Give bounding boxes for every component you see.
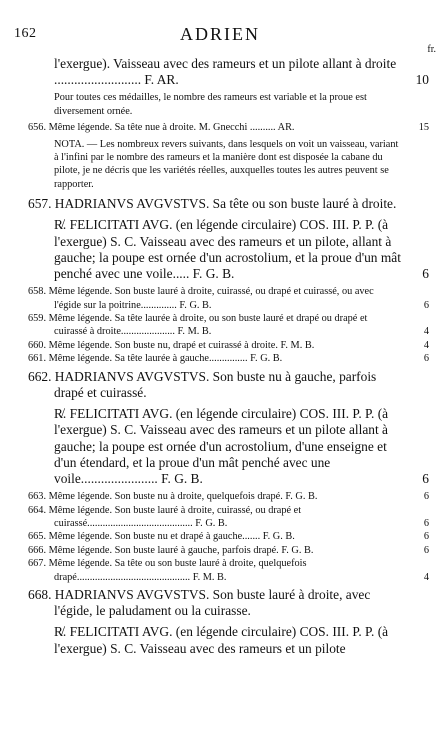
entry-text: 663. Même légende. Son buste nu à droite, quelquefois drapé. F. G. B. [28,491,318,503]
catalogue-entry [28,339,429,352]
entry-text: R̸. FELICITATI AVG. (en légende circulaire) COS. III. P. P. (à l'exergue) S. C. Vaisseau avec des rameurs et un pilote allant à gauche; la poupe est ornée d'un acrostolium, d'une enseigne et d'un étendard, et la proue d'un mât penché avec une voile....................... F. G. B. [54,406,389,486]
entry-text: 656. Même légende. Sa tête nue à droite. M. Gnecchi .......... AR. [28,122,295,134]
entry-text: 666. Même légende. Son buste lauré à gauche, parfois drapé. F. G. B. [28,544,314,556]
catalogue-entries [28,56,429,657]
entry-text: 667. Même légende. Sa tête ou son buste lauré à droite, quelquefois drapé............................................ F. M. B. [28,558,307,583]
entry-text: R̸. FELICITATI AVG. (en légende circulaire) COS. III. P. P. (à l'exergue) S. C. Vaisseau avec des rameurs et un pilote, allant à gauche; la poupe est ornée d'un acrostolium, et la proue d'un mât penché avec une voile..... F. G. B. [54,217,401,282]
catalogue-entry [28,544,429,557]
catalogue-entry [28,312,429,339]
entry-price: 6 [422,266,429,282]
entry-text: R̸. FELICITATI AVG. (en légende circulaire) COS. III. P. P. (à l'exergue) S. C. Vaisseau avec des rameurs et un pilote [54,624,389,656]
catalogue-entry [28,285,429,312]
entry-price: 6 [423,531,429,543]
entry-text: NOTA. — Les nombreux revers suivants, dans lesquels on voit un vaisseau, variant à l'infini par le nombre des rameurs et la manière dont est disposée la cabane du pilote, je ne décris que les variétés réelles, auxquelles toutes les autres peuvent se rapporter. [54,138,399,190]
entry-text: 657. HADRIANVS AVGVSTVS. Sa tête ou son buste lauré à droite. [28,196,397,212]
entry-price: 10 [415,72,429,88]
entry-text: 662. HADRIANVS AVGVSTVS. Son buste nu à gauche, parfois drapé et cuirassé. [28,368,377,400]
entry-text: 665. Même légende. Son buste nu et drapé à gauche....... F. G. B. [28,531,295,543]
catalogue-entry [28,587,402,619]
entry-price: 15 [418,122,429,134]
entry-price: 4 [423,339,429,351]
catalogue-entry [28,138,402,192]
catalogue-entry [28,490,429,503]
entry-price: 6 [423,517,429,529]
catalogue-entry [28,217,429,282]
catalogue-entry [28,196,402,212]
entry-text: 660. Même légende. Son buste nu, drapé et cuirassé à droite. F. M. B. [28,339,315,351]
catalogue-entry [28,121,429,134]
entry-text: 661. Même légende. Sa tête laurée à gauche............... F. G. B. [28,353,283,365]
entry-price: 6 [423,491,429,503]
catalogue-entry [28,369,402,401]
catalogue-entry [28,56,429,88]
page-number: 162 [14,26,37,41]
entry-price: 6 [422,470,429,486]
page-header [14,26,426,46]
catalogue-entry [28,530,429,543]
running-title: ADRIEN [180,24,260,44]
entry-text: 659. Même légende. Sa tête laurée à droite, ou son buste lauré et drapé ou drapé et cuirassé à droite..................... F. M. B. [28,313,368,338]
entry-text: Pour toutes ces médailles, le nombre des rameurs est variable et la proue est diversement ornée. [54,92,367,117]
entry-price: 6 [423,353,429,365]
currency-unit-note: fr. [427,44,436,55]
entry-price: 6 [423,544,429,556]
entry-price: 4 [423,571,429,583]
entry-text: 668. HADRIANVS AVGVSTVS. Son buste lauré à droite, avec l'égide, le paludament ou la cuirasse. [28,586,371,619]
catalogue-entry [28,352,429,365]
catalogue-entry [28,91,402,118]
catalogue-entry [28,406,429,487]
entry-price: 4 [423,326,429,338]
entry-price: 6 [423,299,429,311]
entry-text: 658. Même légende. Son buste lauré à droite, cuirassé, ou drapé et cuirassé, ou avec l'égide sur la poitrine.............. F. G. B. [28,286,374,311]
entry-text: 664. Même légende. Son buste lauré à droite, cuirassé, ou drapé et cuirassé......................................... F. G. B. [28,504,302,529]
catalogue-entry [28,557,429,584]
catalogue-entry [28,624,402,656]
entry-text: l'exergue). Vaisseau avec des rameurs et un pilote allant à droite .......................... F. AR. [54,56,397,88]
catalogue-entry [28,504,429,531]
